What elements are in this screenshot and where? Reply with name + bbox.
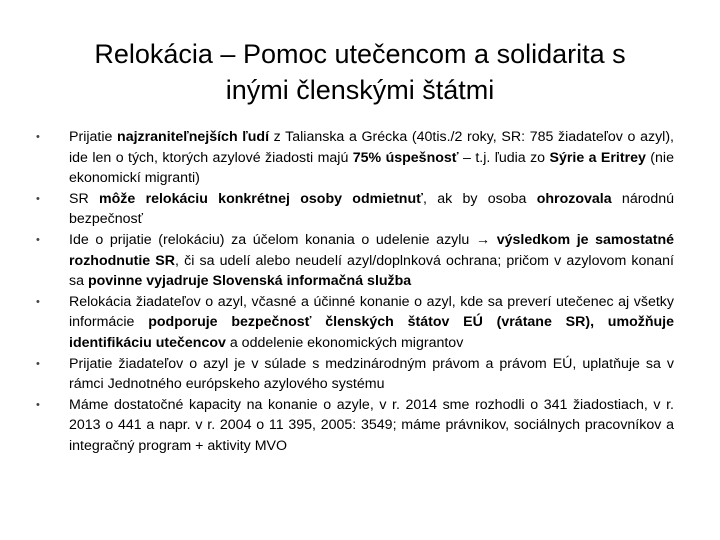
bullet-list [36, 127, 674, 457]
bullet-text: Ide o prijatie (relokáciu) za účelom konania o udelenie azylu → [69, 231, 497, 248]
bullet-item [36, 395, 674, 457]
bullet-item [36, 127, 674, 189]
bullet-dot-icon: • [36, 398, 40, 411]
bullet-dot-icon: • [36, 357, 40, 370]
bullet-item [36, 354, 674, 395]
bullet-bold-text: výsledkom je samostatné rozhodnutie SR [69, 231, 674, 269]
bullet-dot-icon: • [36, 192, 40, 205]
bullet-text: Prijatie žiadateľov o azyl je v súlade s medzinárodným právom a právom EÚ, uplatňuje sa v rámci Jednotného európskeho azylového systému [69, 355, 674, 393]
bullet-text: , ak by osoba [422, 190, 537, 207]
bullet-text: , či sa udelí alebo neudelí azyl/doplnková ochrana; pričom v azylovom konaní sa [69, 252, 674, 290]
bullet-bold-text: podporuje bezpečnosť členských štátov EÚ (vrátane SR), umožňuje identifikáciu utečencov [69, 314, 674, 351]
bullet-item [36, 230, 674, 292]
bullet-text: a oddelenie ekonomických migrantov [225, 334, 464, 351]
bullet-bold-text: ohrozovala [536, 190, 612, 207]
bullet-text: – t.j. ľudia zo [458, 149, 550, 166]
bullet-dot-icon: • [36, 233, 40, 246]
bullet-text: Relokácia žiadateľov o azyl, včasné a účinné konanie o azyl, kde sa preverí utečenec aj všetky informácie [69, 293, 674, 331]
slide-title: Relokácia – Pomoc utečencom a solidarita s inými členskými štátmi [94, 39, 626, 105]
bullet-dot-icon: • [36, 131, 40, 143]
bullet-text: z Talianska a Grécka (40tis./2 roky, SR: 785 žiadateľov o azyl), ide len o tých, ktorých azylové žiadosti majú [69, 129, 674, 166]
bullet-dot-icon: • [36, 295, 40, 308]
bullet-bold-text: 75% úspešnosť [352, 149, 459, 166]
bullet-text: Máme dostatočné kapacity na konanie o azyle, v r. 2014 sme rozhodli o 341 žiadostiach, v r. 2013 o 441 a napr. v r. 2004 o 11 395, 2005: 3549; máme právnikov, sociálnych pracovníkov a integračný program + aktivity MVO [69, 396, 674, 454]
bullet-bold-text: môže relokáciu konkrétnej osoby odmietnuť [99, 190, 423, 207]
bullet-bold-text: povinne vyjadruje Slovenská informačná služba [87, 273, 412, 290]
bullet-text: národnú bezpečnosť [69, 190, 674, 228]
bullet-text: Prijatie [69, 129, 118, 145]
bullet-text: (nie ekonomickí migranti) [69, 149, 674, 187]
bullet-item [36, 292, 674, 354]
bullet-bold-text: najzraniteľnejších ľudí [117, 129, 270, 145]
bullet-text: SR [69, 190, 100, 207]
bullet-item [36, 189, 674, 230]
bullet-bold-text: Sýrie a Eritrey [549, 149, 646, 166]
